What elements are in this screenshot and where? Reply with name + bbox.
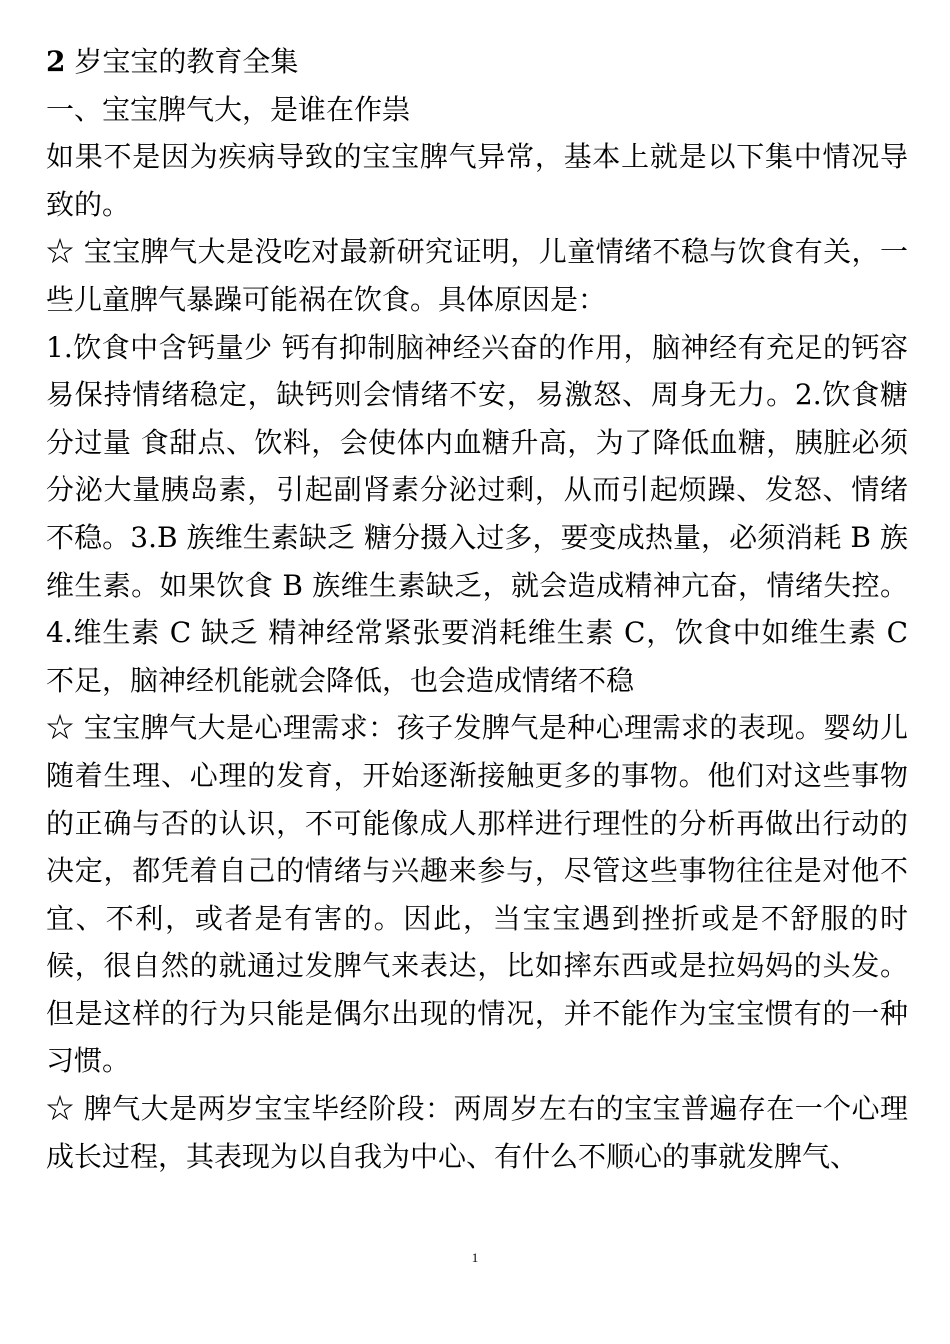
development-stage-point: ☆ 脾气大是两岁宝宝毕经阶段：两周岁左右的宝宝普遍存在一个心理成长过程，其表现为以自我为中心、有什么不顺心的事就发脾气、 [46,1092,908,1173]
section-heading: 一、宝宝脾气大，是谁在作祟 [46,92,411,126]
diet-point-details: 1.饮食中含钙量少 钙有抑制脑神经兴奋的作用，脑神经有充足的钙容易保持情绪稳定，缺钙则会情绪不安，易激怒、周身无力。2.饮食糖分过量 食甜点、饮料，会使体内血糖升高，为了降低血糖，胰脏必须分泌大量胰岛素，引起副肾素分泌过剩，从而引起烦躁、发怒、情绪不稳。3.B 族维生素缺乏 糖分摄入过多，要变成热量，必须消耗 B 族维生素。如果饮食 B 族维生素缺乏，就会造成精神亢奋，情绪失控。4.维生素 C 缺乏 精神经常紧张要消耗维生素 C，饮食中如维生素 C 不足，脑神经机能就会降低，也会造成情绪不稳 [46,330,908,697]
diet-point-lead: ☆ 宝宝脾气大是没吃对最新研究证明，儿童情绪不稳与饮食有关，一些儿童脾气暴躁可能祸在饮食。具体原因是： [46,235,908,316]
psychology-point: ☆ 宝宝脾气大是心理需求：孩子发脾气是种心理需求的表现。婴幼儿随着生理、心理的发育，开始逐渐接触更多的事物。他们对这些事物的正确与否的认识，不可能像成人那样进行理性的分析再做出行动的决定，都凭着自己的情绪与兴趣来参与，尽管这些事物往往是对他不宜、不利，或者是有害的。因此，当宝宝遇到挫折或是不舒服的时候，很自然的就通过发脾气来表达，比如摔东西或是拉妈妈的头发。但是这样的行为只能是偶尔出现的情况，并不能作为宝宝惯有的一种习惯。 [46,711,908,1078]
title-text: 岁宝宝的教育全集 [65,45,299,78]
document-title [46,38,908,86]
document-page [46,38,908,1180]
title-number: 2 [46,45,66,78]
intro-paragraph: 如果不是因为疾病导致的宝宝脾气异常，基本上就是以下集中情况导致的。 [46,140,908,221]
page-number: 1 [471,1250,479,1265]
